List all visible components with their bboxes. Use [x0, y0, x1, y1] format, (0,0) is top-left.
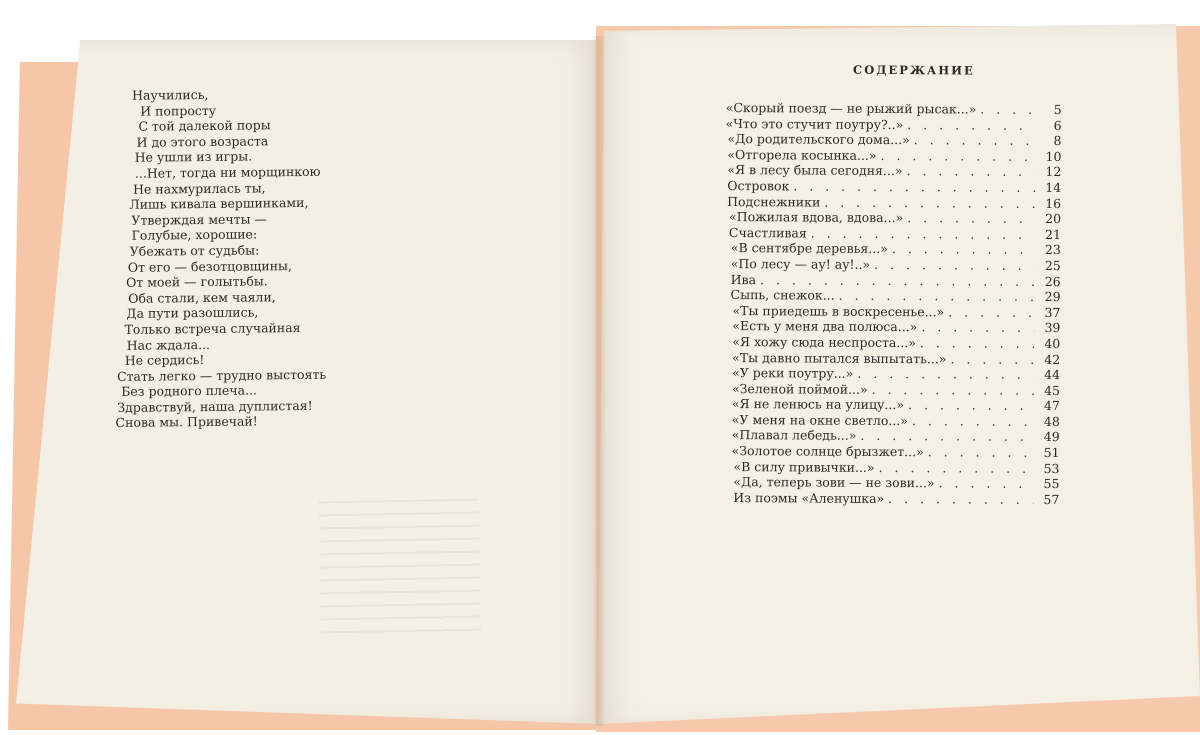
toc-entry-page: 16	[1045, 195, 1062, 211]
poem-line: Только встреча случайная	[124, 319, 301, 337]
poem-line: От моей — голытьбы.	[125, 273, 268, 290]
toc-dot-leader	[908, 413, 1034, 429]
toc-entry-title: «Пожилая вдова, вдова...»	[729, 209, 904, 226]
toc-entry-page: 47	[1043, 398, 1060, 414]
toc-dot-leader	[917, 319, 1034, 335]
toc-entry-title: «В сентябре деревья...»	[730, 240, 888, 257]
book-gutter	[592, 36, 606, 726]
toc-entry-title: «Золотое солнце брызжет...»	[731, 443, 924, 460]
toc-entry-title: Из поэмы «Аленушка»	[733, 489, 885, 506]
toc-entry-page: 21	[1045, 226, 1061, 242]
toc-entry-title: «Скорый поезд — не рыжий рысак...»	[725, 99, 977, 117]
toc-entry-page: 51	[1043, 445, 1060, 461]
toc-dot-leader	[916, 335, 1034, 351]
poem-line: Здравствуй, наша дуплистая!	[117, 397, 313, 415]
toc-entry-page: 44	[1044, 367, 1061, 383]
toc-entry-title: «Да, теперь зови — не зови...»	[733, 474, 935, 491]
poem-line: Убежать от судьбы:	[129, 242, 260, 259]
toc-dot-leader	[870, 257, 1035, 273]
toc-entry-page: 55	[1043, 476, 1060, 492]
poem-line: Научились,	[131, 86, 209, 103]
toc-entry-title: «Зеленой поймой...»	[731, 380, 868, 397]
toc-entry-title: Сыпь, снежок...	[730, 287, 835, 303]
toc-dot-leader	[868, 382, 1034, 398]
toc-dot-leader	[944, 304, 1034, 320]
toc-dot-leader	[820, 194, 1035, 210]
toc-entry-title: «Я хожу сюда неспроста...»	[732, 333, 916, 351]
poem-line: И попросту	[140, 102, 217, 119]
show-through-text	[319, 499, 481, 642]
toc-entry-title: «По лесу — ау! ау!..»	[730, 255, 871, 272]
toc-entry-page: 5	[1053, 102, 1062, 118]
poem-line: Нас ждала...	[126, 336, 211, 353]
toc-list	[723, 100, 1061, 507]
toc-entry-title: Ива	[730, 271, 757, 287]
toc-entry	[723, 490, 1059, 508]
poem-line: От его — безотцовщины,	[127, 257, 292, 275]
poem-line: Утверждая мечты —	[131, 211, 268, 228]
toc-entry-title: «Ты приедешь в воскресенье...»	[732, 302, 945, 320]
toc-entry-page: 48	[1043, 413, 1060, 429]
toc-entry-page: 42	[1044, 351, 1061, 367]
toc-dot-leader	[903, 210, 1035, 226]
toc-entry-page: 57	[1043, 491, 1060, 507]
toc-dot-leader	[789, 178, 1035, 195]
poem-line: Стать легко — трудно выстоять	[116, 366, 327, 384]
toc-dot-leader	[756, 272, 1035, 289]
toc-entry-page: 8	[1053, 133, 1062, 149]
toc-dot-leader	[910, 132, 1036, 148]
toc-dot-leader	[853, 366, 1034, 382]
poem-line: Голубые, хорошие:	[131, 226, 258, 244]
toc-dot-leader	[807, 225, 1035, 241]
toc-entry-page: 45	[1044, 382, 1061, 398]
toc-dot-leader	[888, 241, 1035, 257]
toc-entry-title: «Я не ленюсь на улицу...»	[731, 396, 905, 413]
toc-entry-title: «В силу привычки...»	[733, 458, 875, 475]
toc-dot-leader	[924, 444, 1034, 460]
toc-entry-page: 39	[1044, 320, 1061, 336]
poem-line: Снова мы. Привечай!	[115, 413, 258, 431]
toc-dot-leader	[856, 428, 1033, 444]
toc-entry-page: 6	[1053, 117, 1062, 133]
toc-entry-title: «У реки поутру...»	[732, 365, 854, 381]
toc-entry-title: «Отгорела косынка...»	[727, 146, 877, 163]
toc-entry-title: «Плавал лебедь...»	[731, 427, 857, 444]
toc-dot-leader	[884, 491, 1033, 507]
poem-line: Лишь кивала вершинками,	[129, 195, 309, 212]
toc-dot-leader	[902, 163, 1035, 179]
toc-entry-title: Островок	[727, 177, 790, 194]
poem-line: Не сердись!	[124, 352, 205, 368]
toc-dot-leader	[904, 397, 1034, 413]
toc-entry-page: 37	[1044, 304, 1061, 320]
table-of-contents	[723, 62, 1062, 507]
toc-dot-leader	[876, 148, 1035, 164]
toc-dot-leader	[976, 102, 1035, 117]
poem-line: Без родного плеча...	[121, 382, 258, 400]
toc-dot-leader	[835, 288, 1035, 304]
toc-entry-title: «До родительского дома...»	[727, 131, 910, 148]
toc-dot-leader	[935, 476, 1034, 492]
toc-entry-page: 23	[1044, 242, 1061, 258]
toc-entry-page: 12	[1045, 164, 1062, 180]
poem-line: Да пути разошлись,	[126, 304, 259, 322]
toc-dot-leader	[875, 460, 1034, 476]
toc-entry-title: «Ты давно пытался выпытать...»	[732, 349, 947, 366]
toc-entry-page: 29	[1044, 289, 1061, 305]
toc-dot-leader	[903, 117, 1035, 133]
toc-entry-title: «У меня на окне светло...»	[731, 411, 909, 428]
toc-entry-page: 49	[1043, 429, 1060, 445]
toc-entry-page: 40	[1044, 335, 1061, 351]
toc-entry-title: Счастливая	[728, 224, 807, 241]
poem-line: Не ушли из игры.	[134, 148, 253, 166]
poem-line: ...Нет, тогда ни морщинкою	[134, 163, 321, 181]
toc-entry-title: «Есть у меня два полюса...»	[732, 318, 918, 335]
toc-dot-leader	[946, 351, 1034, 367]
poem-line: Не нахмурилась ты,	[132, 179, 266, 197]
toc-title: СОДЕРЖАНИЕ	[853, 62, 975, 78]
toc-entry-page: 14	[1045, 179, 1062, 196]
toc-entry-page: 26	[1044, 273, 1061, 289]
toc-entry-title: «Что это стучит поутру?..»	[725, 115, 904, 132]
poem-line: С той далекой поры	[138, 117, 271, 134]
toc-entry-page: 10	[1045, 148, 1062, 164]
toc-entry-title: Подснежники	[727, 193, 821, 210]
poem-text	[110, 85, 374, 431]
toc-entry-page: 25	[1044, 257, 1061, 273]
toc-entry-page: 20	[1045, 211, 1062, 227]
poem-line: Оба стали, кем чаяли,	[128, 288, 276, 306]
toc-entry-page: 53	[1043, 460, 1060, 476]
toc-entry-title: «Я в лесу была сегодня...»	[727, 162, 903, 179]
poem-line: И до этого возраста	[136, 133, 269, 150]
